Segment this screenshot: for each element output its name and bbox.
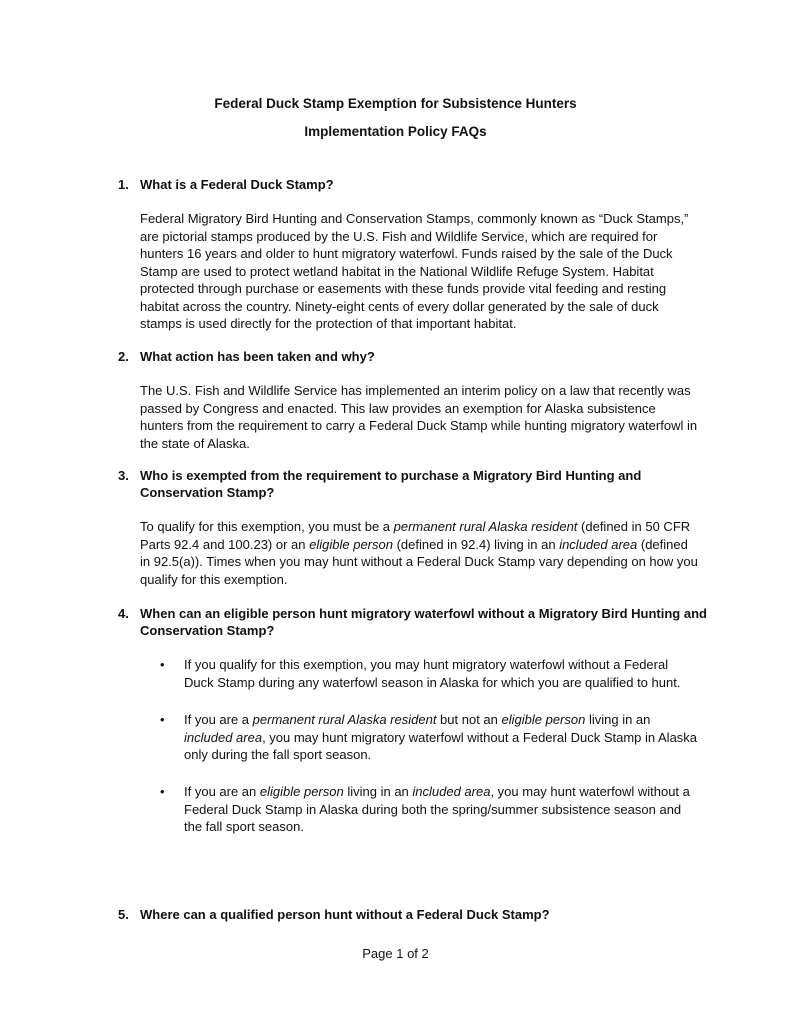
faq-question-5 — [118, 906, 718, 923]
bullet-text-part: If you are a — [184, 712, 253, 727]
answer-text: (defined in 92.5(a)). Times when you may hunt without a Federal Duck Stamp vary depending on how you qualify for this exemption. — [140, 536, 698, 587]
bullet-term-permanent-rural-alaska-resident: permanent rural Alaska resident — [252, 712, 437, 727]
faq-question-1 — [118, 176, 718, 193]
question-text: When can an eligible person hunt migratory waterfowl without a Migratory Bird Hunting and Conservation Stamp? — [140, 606, 707, 638]
bullet-text-part: but not an — [436, 712, 502, 727]
question-text: What action has been taken and why? — [140, 349, 375, 364]
faq-answer-3 — [140, 518, 700, 588]
faq-4-bullet-3 — [160, 783, 700, 836]
question-number: 4. — [118, 606, 129, 621]
faq-question-3 — [118, 467, 718, 501]
question-text: Who is exempted from the requirement to purchase a Migratory Bird Hunting and Conservation Stamp? — [140, 468, 642, 500]
question-text: Where can a qualified person hunt without a Federal Duck Stamp? — [140, 907, 550, 922]
faq-answer-1: Federal Migratory Bird Hunting and Conservation Stamps, commonly known as “Duck Stamps,” are pictorial stamps produced by the U.S. Fish and Wildlife Service, which are required for hunters 16 years and older to hunt migratory waterfowl. Funds raised by the sale of the Duck Stamp are used to protect wetland habitat in the National Wildlife Refuge System. Habitat protected through purchase or easements with these funds provide vital feeding and resting habitat across the country. Ninety-eight cents of every dollar generated by the sale of duck stamps is used directly for the protection of that important habitat. — [140, 211, 689, 331]
bullet-icon: • — [160, 712, 165, 727]
question-number: 1. — [118, 177, 129, 192]
faq-answer-2: The U.S. Fish and Wildlife Service has implemented an interim policy on a law that recently was passed by Congress and enacted. This law provides an exemption for Alaska subsistence hunters from the requirement to carry a Federal Duck Stamp while hunting migratory waterfowl in the state of Alaska. — [140, 383, 698, 451]
document-title: Federal Duck Stamp Exemption for Subsistence Hunters — [214, 96, 577, 111]
bullet-icon: • — [160, 784, 165, 799]
page-number-footer: Page 1 of 2 — [362, 946, 429, 961]
question-text: What is a Federal Duck Stamp? — [140, 177, 334, 192]
document-subtitle: Implementation Policy FAQs — [304, 124, 487, 139]
answer-text: (defined in 92.4) living in an — [392, 536, 560, 552]
bullet-term-included-area: included area — [184, 729, 263, 745]
bullet-text-part: If you are an — [184, 784, 260, 799]
bullet-text — [184, 783, 700, 836]
faq-4-bullet-2 — [160, 711, 700, 764]
answer-term-included-area: included area — [559, 536, 638, 552]
bullet-text-part: living in an — [343, 784, 413, 799]
bullet-term-eligible-person: eligible person — [259, 784, 344, 799]
bullet-text-part: , you may hunt waterfowl without a Federal Duck Stamp in Alaska during both the spring/summer subsistence season and the fall sport season. — [184, 784, 690, 834]
answer-term-eligible-person: eligible person — [309, 536, 393, 552]
bullet-text-part: , you may hunt migratory waterfowl without a Federal Duck Stamp in Alaska only during the fall sport season. — [184, 729, 698, 762]
question-number: 5. — [118, 907, 129, 922]
bullet-text-part: living in an — [585, 712, 651, 727]
question-number: 3. — [118, 468, 129, 483]
faq-question-2 — [118, 348, 718, 365]
bullet-term-eligible-person: eligible person — [501, 712, 586, 727]
question-number: 2. — [118, 349, 129, 364]
answer-text: To qualify for this exemption, you must be a — [140, 519, 394, 534]
bullet-text — [184, 711, 700, 764]
bullet-term-included-area: included area — [412, 784, 491, 799]
faq-question-4 — [118, 605, 718, 639]
bullet-text: If you qualify for this exemption, you may hunt migratory waterfowl without a Federal Duck Stamp during any waterfowl season in Alaska for which you are qualified to hunt. — [184, 657, 681, 690]
bullet-icon: • — [160, 657, 165, 672]
faq-4-bullet-1 — [160, 656, 700, 691]
answer-term-permanent-rural-alaska-resident: permanent rural Alaska resident — [393, 519, 578, 534]
answer-text: (defined in 50 CFR Parts 92.4 and 100.23) or an — [140, 519, 691, 552]
